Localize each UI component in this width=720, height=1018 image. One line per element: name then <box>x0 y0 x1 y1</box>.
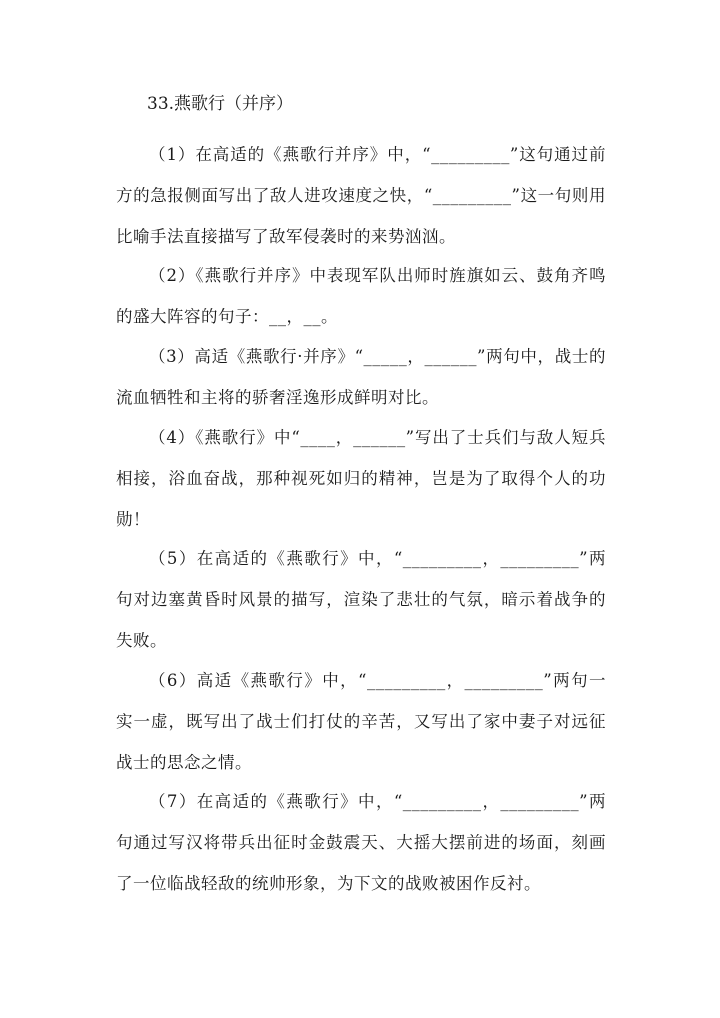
question-item: （4）《燕歌行》中“____，______”写出了士兵们与敌人短兵相接，浴血奋战，那种视死如归的精神，岂是为了取得个人的功勋！ <box>116 428 606 529</box>
question-item: （3）高适《燕歌行·并序》“_____，______”两句中，战士的流血牺牲和主将的骄奢淫逸形成鲜明对比。 <box>116 347 606 407</box>
section-heading: 33.燕歌行（并序） <box>147 94 294 114</box>
question-item: （1）在高适的《燕歌行并序》中，“_________”这句通过前方的急报侧面写出了敌人进攻速度之快，“_________”这一句则用比喻手法直接描写了敌军侵袭时的来势汹汹。 <box>116 145 606 246</box>
question-item: （6）高适《燕歌行》中，“_________，_________”两句一实一虚，既写出了战士们打仗的辛苦，又写出了家中妻子对远征战士的思念之情。 <box>116 671 606 772</box>
question-item: （2）《燕歌行并序》中表现军队出师时旌旗如云、鼓角齐鸣的盛大阵容的句子：__，__。 <box>116 266 606 326</box>
question-item: （5）在高适的《燕歌行》中，“_________，_________”两句对边塞黄昏时风景的描写，渲染了悲壮的气氛，暗示着战争的失败。 <box>116 549 606 650</box>
question-item: （7）在高适的《燕歌行》中，“_________，_________”两句通过写汉将带兵出征时金鼓震天、大摇大摆前进的场面，刻画了一位临战轻敌的统帅形象，为下文的战败被困作反衬。 <box>116 792 606 893</box>
